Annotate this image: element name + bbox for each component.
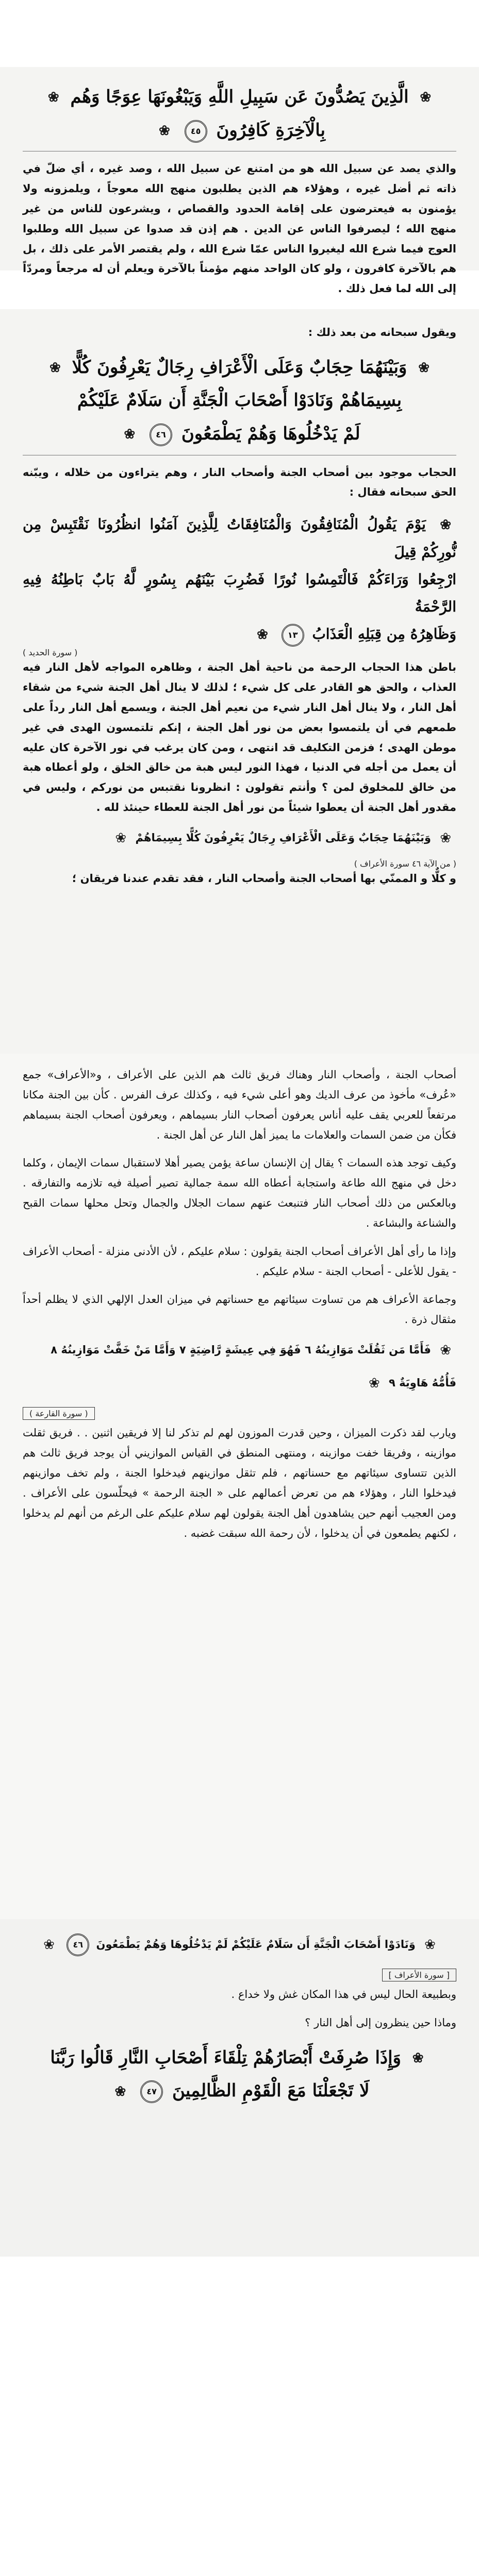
verse-text-line: الَّذِينَ يَصُدُّونَ عَن سَبِيلِ اللَّهِ وَيَبْغُونَهَا عِوَجًا وَهُم <box>70 87 409 107</box>
surah-reference: [ سورة الأعراف ] <box>382 1969 457 1981</box>
commentary-paragraph: وكيف توجد هذه السمات ؟ يقال إن الإنسان ساعة يؤمن يصير أهلا لاستقبال سمات الإيمان ، وكلما دخل في منهج الله طاعة واستجابة أعطاه الله سمة جمالية تصير أصيلة فيه تلازمه والتفارقه . وبالعكس من ذلك أصحاب النار فتنبعث عنهم سمات الجلال والجمال وتحل محلها سمات القبح والشناعة والبشاعة . <box>23 1157 456 1229</box>
ornament-icon: ❀ <box>115 831 127 846</box>
page-block-4 <box>0 1919 479 2257</box>
commentary-paragraph: وجماعة الأعراف هم من تساوت سيئاتهم مع حسناتهم في ميزان العدل الإلهي الذي لا يظلم أحداً مثقال ذرة . <box>23 1293 456 1326</box>
inline-verse <box>23 826 456 851</box>
ornament-icon: ❀ <box>440 1343 451 1359</box>
commentary-paragraph: و كلٌّا و الممنّي بها أصحاب الجنة وأصحاب النار ، فقد تقدم عندنا فريقان ؛ <box>72 872 456 885</box>
commentary-paragraph: والذي يصد عن سبيل الله هو من امتنع عن سبيل الله ، وصد غيره ، أي ضلّ في ذاته ثم أضل غيره ، وهؤلاء هم الذين يطلبون منهج الله معوجاً ، ويلمزونه ولا يؤمنون به فيعترضون على إقامة الحدود والقصاص ، ويشرعون للناس من غير منهج الله ؛ ليصرفوا الناس عن الدين . هم إذن قد صدوا عن سبيل الله وطلبوا العوج فيما شرع الله ليغيروا الناس عمّا شرع الله ، ولم يقتصر الأمر على ذلك ، بل هم بالآخرة كافرون ، ولو كان الواحد منهم مؤمناً بالآخرة ويعلم أن له مرجعاً ومردّاً إلى الله لما فعل ذلك . <box>23 162 456 295</box>
ornament-icon: ❀ <box>43 1937 55 1953</box>
verse-text-line: وَإِذَا صُرِفَتْ أَبْصَارُهُمْ تِلْقَاءَ أَصْحَابِ النَّارِ قَالُوا رَبَّنَا <box>50 2047 401 2068</box>
verse-heading-cont <box>23 2074 456 2108</box>
ornament-icon: ❀ <box>412 2050 424 2066</box>
surah-reference-row <box>23 1404 456 1423</box>
quoted-verse-cont <box>23 566 456 620</box>
page-block-1 <box>0 67 479 295</box>
commentary-paragraph: وإذا ما رأى أهل الأعراف أصحاب الجنة يقولون : سلام عليكم ، لأن الأدنى منزلة - أصحاب الأعراف - يقول للأعلى - أصحاب الجنة - سلام عليكم . <box>23 1245 456 1278</box>
quoted-verse-line: يَوْمَ يَقُولُ الْمُنَافِقُونَ وَالْمُنَافِقَاتُ لِلَّذِينَ آمَنُوا انظُرُونَا نَقْتَبِسْ مِن نُّورِكُمْ قِيلَ <box>23 516 456 561</box>
ornament-icon: ❀ <box>424 1937 436 1953</box>
verse-heading-cont <box>23 384 456 417</box>
page-block-2 <box>0 309 479 1054</box>
ornament-icon: ❀ <box>158 123 170 139</box>
surah-reference: ( سورة القارعة ) <box>23 1407 95 1420</box>
verse-text-line: بِسِيمَاهُمْ وَنَادَوْا أَصْحَابَ الْجَنَّةِ أَن سَلَامٌ عَلَيْكُمْ <box>77 390 402 411</box>
quoted-verse-line: ارْجِعُوا وَرَاءَكُمْ فَالْتَمِسُوا نُورًا فَضُرِبَ بَيْنَهُم بِسُورٍ لَّهُ بَابٌ بَاطِنُهُ فِيهِ الرَّحْمَةُ <box>23 570 456 615</box>
verse-text-line: لَمْ يَدْخُلُوهَا وَهُمْ يَطْمَعُونَ <box>181 423 360 445</box>
quoted-verse-cont <box>23 1371 456 1396</box>
ornament-icon: ❀ <box>114 2083 126 2099</box>
verse-text-line: بِالْآخِرَةِ كَافِرُونَ <box>216 120 326 141</box>
quoted-verse <box>23 1933 456 1957</box>
inline-verse-text: وَبَيْنَهُمَا حِجَابٌ وَعَلَى الْأَعْرَافِ رِجَالٌ يَعْرِفُونَ كُلًّا بِسِيمَاهُمْ <box>135 832 431 844</box>
verse-heading <box>23 2041 456 2075</box>
quoted-verse-cont <box>23 620 456 648</box>
ornament-icon: ❀ <box>49 360 61 376</box>
surah-reference: ( سورة الحديد ) <box>23 648 78 658</box>
commentary-paragraph: الحجاب موجود بين أصحاب الجنة وأصحاب النار ، وهم يتراءون من خلاله ، ويبّنه الحق سبحانه فقال : <box>23 466 456 499</box>
ornament-icon: ❀ <box>124 427 136 443</box>
ornament-icon: ❀ <box>440 831 451 846</box>
ornament-icon: ❀ <box>440 517 452 533</box>
surah-reference-row <box>23 1965 456 1985</box>
verse-heading <box>23 351 456 384</box>
verse-heading-cont <box>23 417 456 451</box>
surah-reference-row <box>23 648 456 657</box>
verse-reference: ( من الآية ٤٦ سورة الأعراف ) <box>354 859 456 869</box>
commentary-paragraph: أصحاب الجنة ، وأصحاب النار وهناك فريق ثالث هم الذين على الأعراف ، و«الأعراف» جمع «عُرف» مأخوذ من عرف الديك وهو أعلى شيء فيه ، وكذلك عرف الفرس . كأن بين الجنة مكانا مرتفعاً للعربي يقف عليه أناس يعرفون أصحاب النار بسيماهم ، ويعرفون أصحاب الجنة بسيماهم فكأن من ضمن السمات والعلامات ما يميز أهل النار عن أهل الجنة . <box>23 1069 456 1141</box>
ornament-icon: ❀ <box>47 90 59 106</box>
verse-heading <box>23 80 456 114</box>
page-block-3 <box>0 1054 479 1919</box>
verse-heading-cont <box>23 114 456 147</box>
ayah-number-badge: ٤٦ <box>67 1934 89 1956</box>
ayah-number-badge: ٤٧ <box>140 2080 163 2103</box>
commentary-paragraph: باطن هذا الحجاب الرحمة من ناحية أهل الجنة ، وظاهره المواجه لأهل النار فيه العذاب ، والحق هو القادر على كل شيء ؛ لذلك لا ينال أهل الجنة شيء من شقاء أهل النار ، ولا ينال أهل النار شيء من نعيم أهل الجنة ، ويسمع أهل النار رداً على طمعهم في أن يلتمسوا بعض من نور أهل الجنة ، إنكم تلتمسون الهدى في غير موطن الهدى ؛ فزمن التكليف قد انتهى ، ومن كان يرغب في نور الآخرة كان عليه أن يعمل من أجله في الدنيا ، فهذا النور ليس هبة من خالق الخلق ، ولو أعطاه هبة من خالق للمخلوق لمن ؟ وأنتم تقولون : انظرونا نقتبس من نوركم ، وليس في مقدور أهل الجنة أن يعطوا شيئاً من نور أهل الجنة للعطاء حينئذ لله . <box>23 661 456 814</box>
verse-text-line: لَا تَجْعَلْنَا مَعَ الْقَوْمِ الظَّالِمِينَ <box>172 2080 370 2102</box>
ornament-icon: ❀ <box>418 360 430 376</box>
commentary-paragraph: ويارب لقد ذكرت الميزان ، وحين قدرت الموزون لهم لم تذكر لنا إلا فريقين اثنين . . فريق ثقلت موازينه ، وفريقا خفت موازينه ، ومنتهى المنطق في القياس الموازيني أن يوجد فريق ثالث هم الذين تتساوى سيئاتهم مع حسناتهم ، فلم تثقل موازينهم فيدخلوا الجنة ، ولم تخف موازينهم فيدخلوا النار ، وهؤلاء هم من تعرض أعمالهم على « الجنة الرحمة » فيحلّسون على الأعراف . ومن العجيب أنهم حين يشاهدون أهل الجنة يقولون لهم سلام عليكم على الرغم من أنهم لم يدخلوا ، لكنهم يطمعون في أن يدخلوا ، لأن رحمة الله سبقت غضبه . <box>23 1427 456 1539</box>
quoted-verse-line: وَنَادَوْا أَصْحَابَ الْجَنَّةِ أَن سَلَامٌ عَلَيْكُمْ لَمْ يَدْخُلُوهَا وَهُمْ يَطْمَعُونَ <box>96 1938 416 1951</box>
ayah-number-badge: ٤٥ <box>185 120 207 143</box>
intro-line: ويقول سبحانه من بعد ذلك : <box>308 326 456 338</box>
quoted-verse-line: وَظَاهِرُهُ مِن قِبَلِهِ الْعَذَابُ <box>312 625 456 643</box>
quoted-verse-line: فَأُمُّهُ هَاوِيَةٌ ٩ <box>389 1377 456 1389</box>
ayah-number-badge: ٤٦ <box>150 423 172 446</box>
verse-text-line: وَبَيْنَهُمَا حِجَابٌ وَعَلَى الْأَعْرَافِ رِجَالٌ يَعْرِفُونَ كُلًّا <box>72 357 407 378</box>
quoted-verse <box>23 1338 456 1363</box>
verse-reference-row <box>23 859 456 869</box>
ayah-number-badge: ١٣ <box>282 624 304 647</box>
quoted-verse <box>23 511 456 565</box>
commentary-paragraph: وماذا حين ينظرون إلى أهل النار ؟ <box>305 2016 456 2029</box>
ornament-icon: ❀ <box>257 626 268 642</box>
commentary-paragraph: وبطبيعة الحال ليس في هذا المكان غش ولا خداع . <box>231 1988 456 2001</box>
quoted-verse-line: فَأَمَّا مَن ثَقُلَتْ مَوَازِينُهُ ٦ فَهُوَ فِي عِيشَةٍ رَّاضِيَةٍ ٧ وَأَمَّا مَنْ خَفَّتْ مَوَازِينُهُ ٨ <box>51 1344 431 1357</box>
ornament-icon: ❀ <box>368 1376 380 1392</box>
ornament-icon: ❀ <box>420 90 432 106</box>
